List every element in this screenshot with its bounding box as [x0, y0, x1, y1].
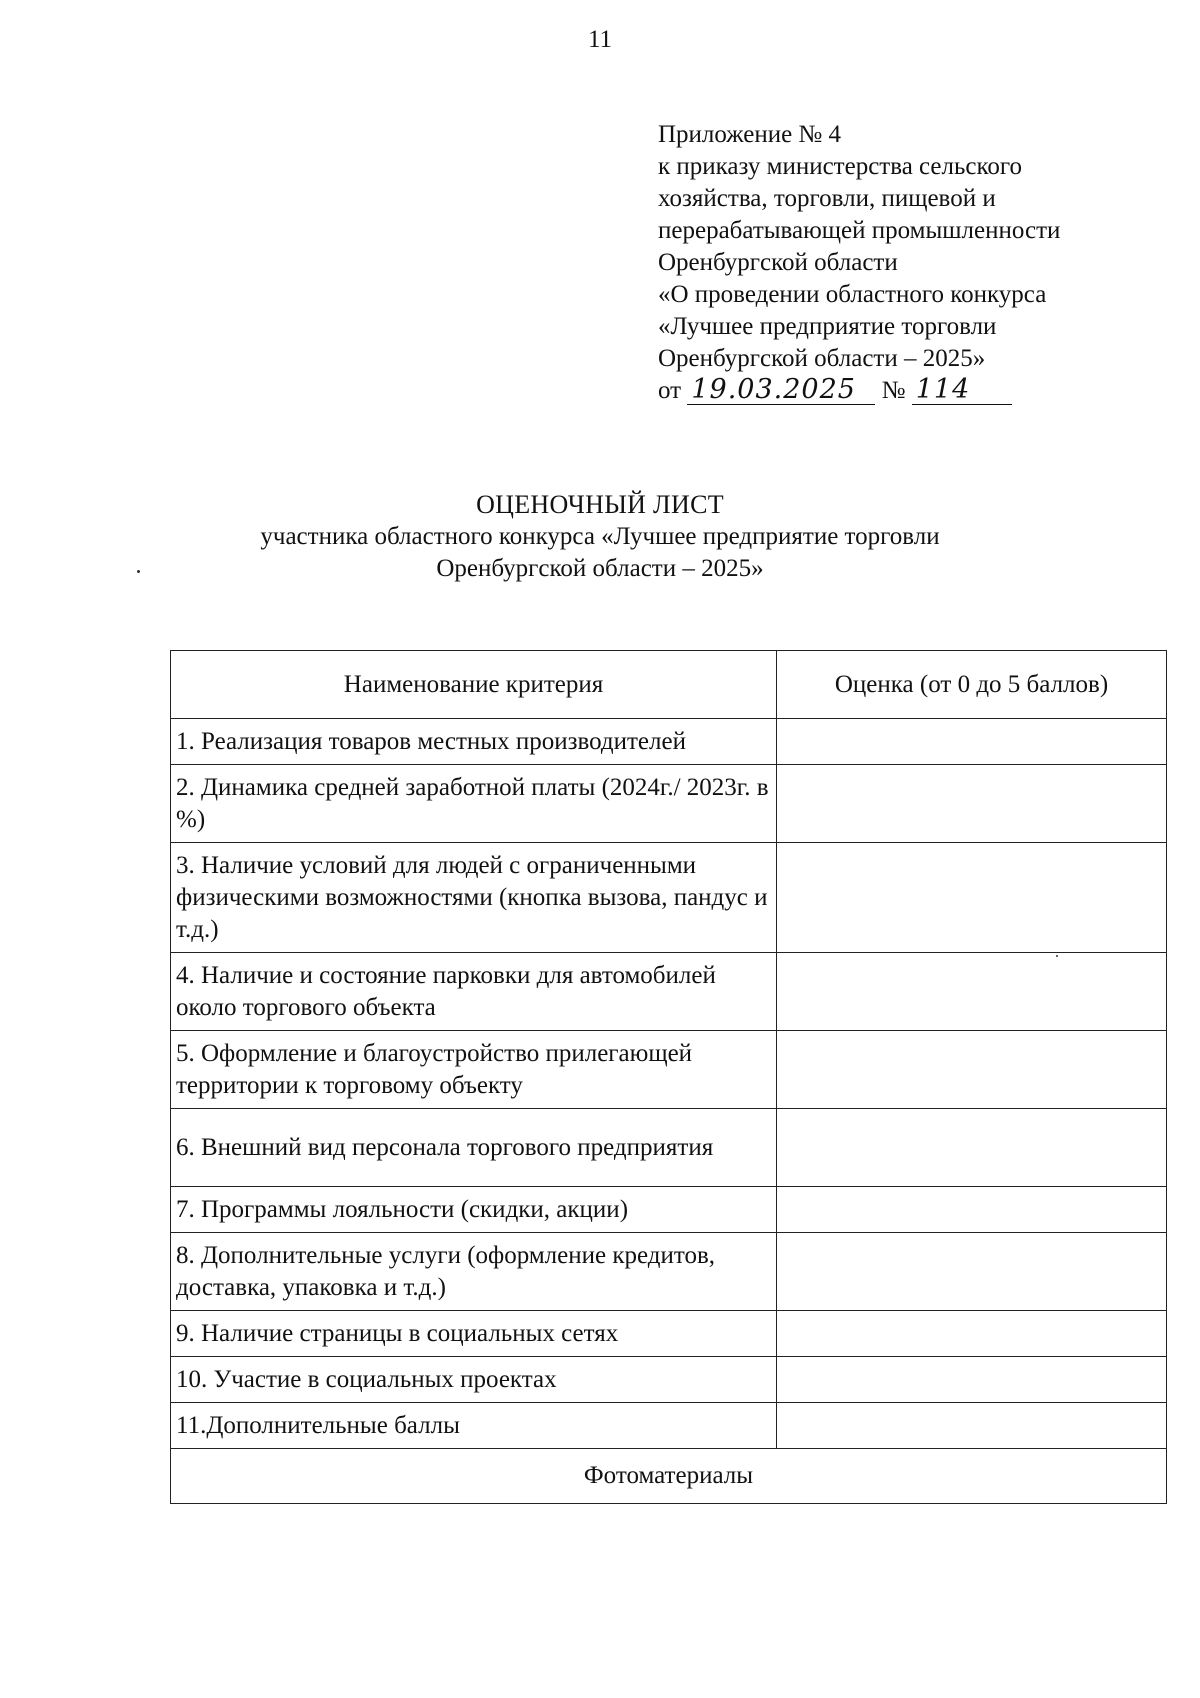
table-row — [171, 843, 1167, 953]
score-cell[interactable] — [777, 1311, 1167, 1357]
score-cell[interactable] — [777, 719, 1167, 765]
criterion-cell: 8. Дополнительные услуги (оформление кредитов, доставка, упаковка и т.д.) — [171, 1233, 777, 1311]
criterion-cell: 10. Участие в социальных проектах — [171, 1357, 777, 1403]
score-cell[interactable] — [777, 1031, 1167, 1109]
number-sign: № — [881, 377, 906, 404]
table-header-row — [171, 651, 1167, 719]
table-row — [171, 953, 1167, 1031]
handwritten-order-date: 19.03.2025 — [687, 376, 875, 405]
score-cell[interactable] — [777, 1403, 1167, 1449]
evaluation-table — [170, 650, 1167, 1504]
criterion-cell: 11.Дополнительные баллы — [171, 1403, 777, 1449]
document-subtitle-line-2: Оренбургской области – 2025» — [436, 555, 764, 582]
appendix-line: «О проведении областного конкурса — [658, 281, 1047, 308]
header-criterion: Наименование критерия — [171, 651, 777, 719]
criterion-cell: 5. Оформление и благоустройство прилегающей территории к торговому объекту — [171, 1031, 777, 1109]
scan-speck — [137, 570, 140, 573]
table-row — [171, 719, 1167, 765]
table-row — [171, 1403, 1167, 1449]
criterion-cell: 3. Наличие условий для людей с ограниченными физическими возможностями (кнопка вызова, пандус и т.д.) — [171, 843, 777, 953]
page-number: 11 — [587, 26, 613, 53]
criterion-cell: 2. Динамика средней заработной платы (2024г./ 2023г. в %) — [171, 765, 777, 843]
date-prefix: от — [658, 377, 682, 404]
appendix-block — [658, 119, 1178, 407]
table-row — [171, 1109, 1167, 1187]
criterion-cell: 7. Программы лояльности (скидки, акции) — [171, 1187, 777, 1233]
criterion-cell: 1. Реализация товаров местных производителей — [171, 719, 777, 765]
table-row — [171, 1031, 1167, 1109]
appendix-line: «Лучшее предприятие торговли — [658, 313, 997, 340]
appendix-line: хозяйства, торговли, пищевой и — [658, 185, 996, 212]
criterion-cell: 6. Внешний вид персонала торгового предприятия — [171, 1109, 777, 1187]
score-cell[interactable] — [777, 1357, 1167, 1403]
appendix-line: к приказу министерства сельского — [658, 153, 1023, 180]
appendix-line: Приложение № 4 — [658, 121, 842, 148]
score-cell[interactable] — [777, 953, 1167, 1031]
handwritten-order-number: 114 — [912, 376, 1012, 405]
score-cell[interactable] — [777, 1233, 1167, 1311]
photo-materials-cell: Фотоматериалы — [171, 1449, 1167, 1504]
table-row — [171, 765, 1167, 843]
criterion-cell: 4. Наличие и состояние парковки для автомобилей около торгового объекта — [171, 953, 777, 1031]
order-date-number-line — [658, 375, 1178, 407]
document-title: ОЦЕНОЧНЫЙ ЛИСТ — [476, 490, 724, 519]
criterion-cell: 9. Наличие страницы в социальных сетях — [171, 1311, 777, 1357]
appendix-line: перерабатывающей промышленности — [658, 217, 1061, 244]
table-row — [171, 1233, 1167, 1311]
scan-speck — [1056, 955, 1058, 957]
document-subtitle-line-1: участника областного конкурса «Лучшее предприятие торговли — [260, 523, 940, 550]
table-row — [171, 1357, 1167, 1403]
appendix-line: Оренбургской области – 2025» — [658, 345, 986, 372]
appendix-line: Оренбургской области — [658, 249, 898, 276]
score-cell[interactable] — [777, 843, 1167, 953]
header-score: Оценка (от 0 до 5 баллов) — [777, 651, 1167, 719]
document-heading — [0, 489, 1200, 585]
score-cell[interactable] — [777, 1109, 1167, 1187]
table-footer-row — [171, 1449, 1167, 1504]
score-cell[interactable] — [777, 765, 1167, 843]
table-row — [171, 1187, 1167, 1233]
score-cell[interactable] — [777, 1187, 1167, 1233]
table-row — [171, 1311, 1167, 1357]
